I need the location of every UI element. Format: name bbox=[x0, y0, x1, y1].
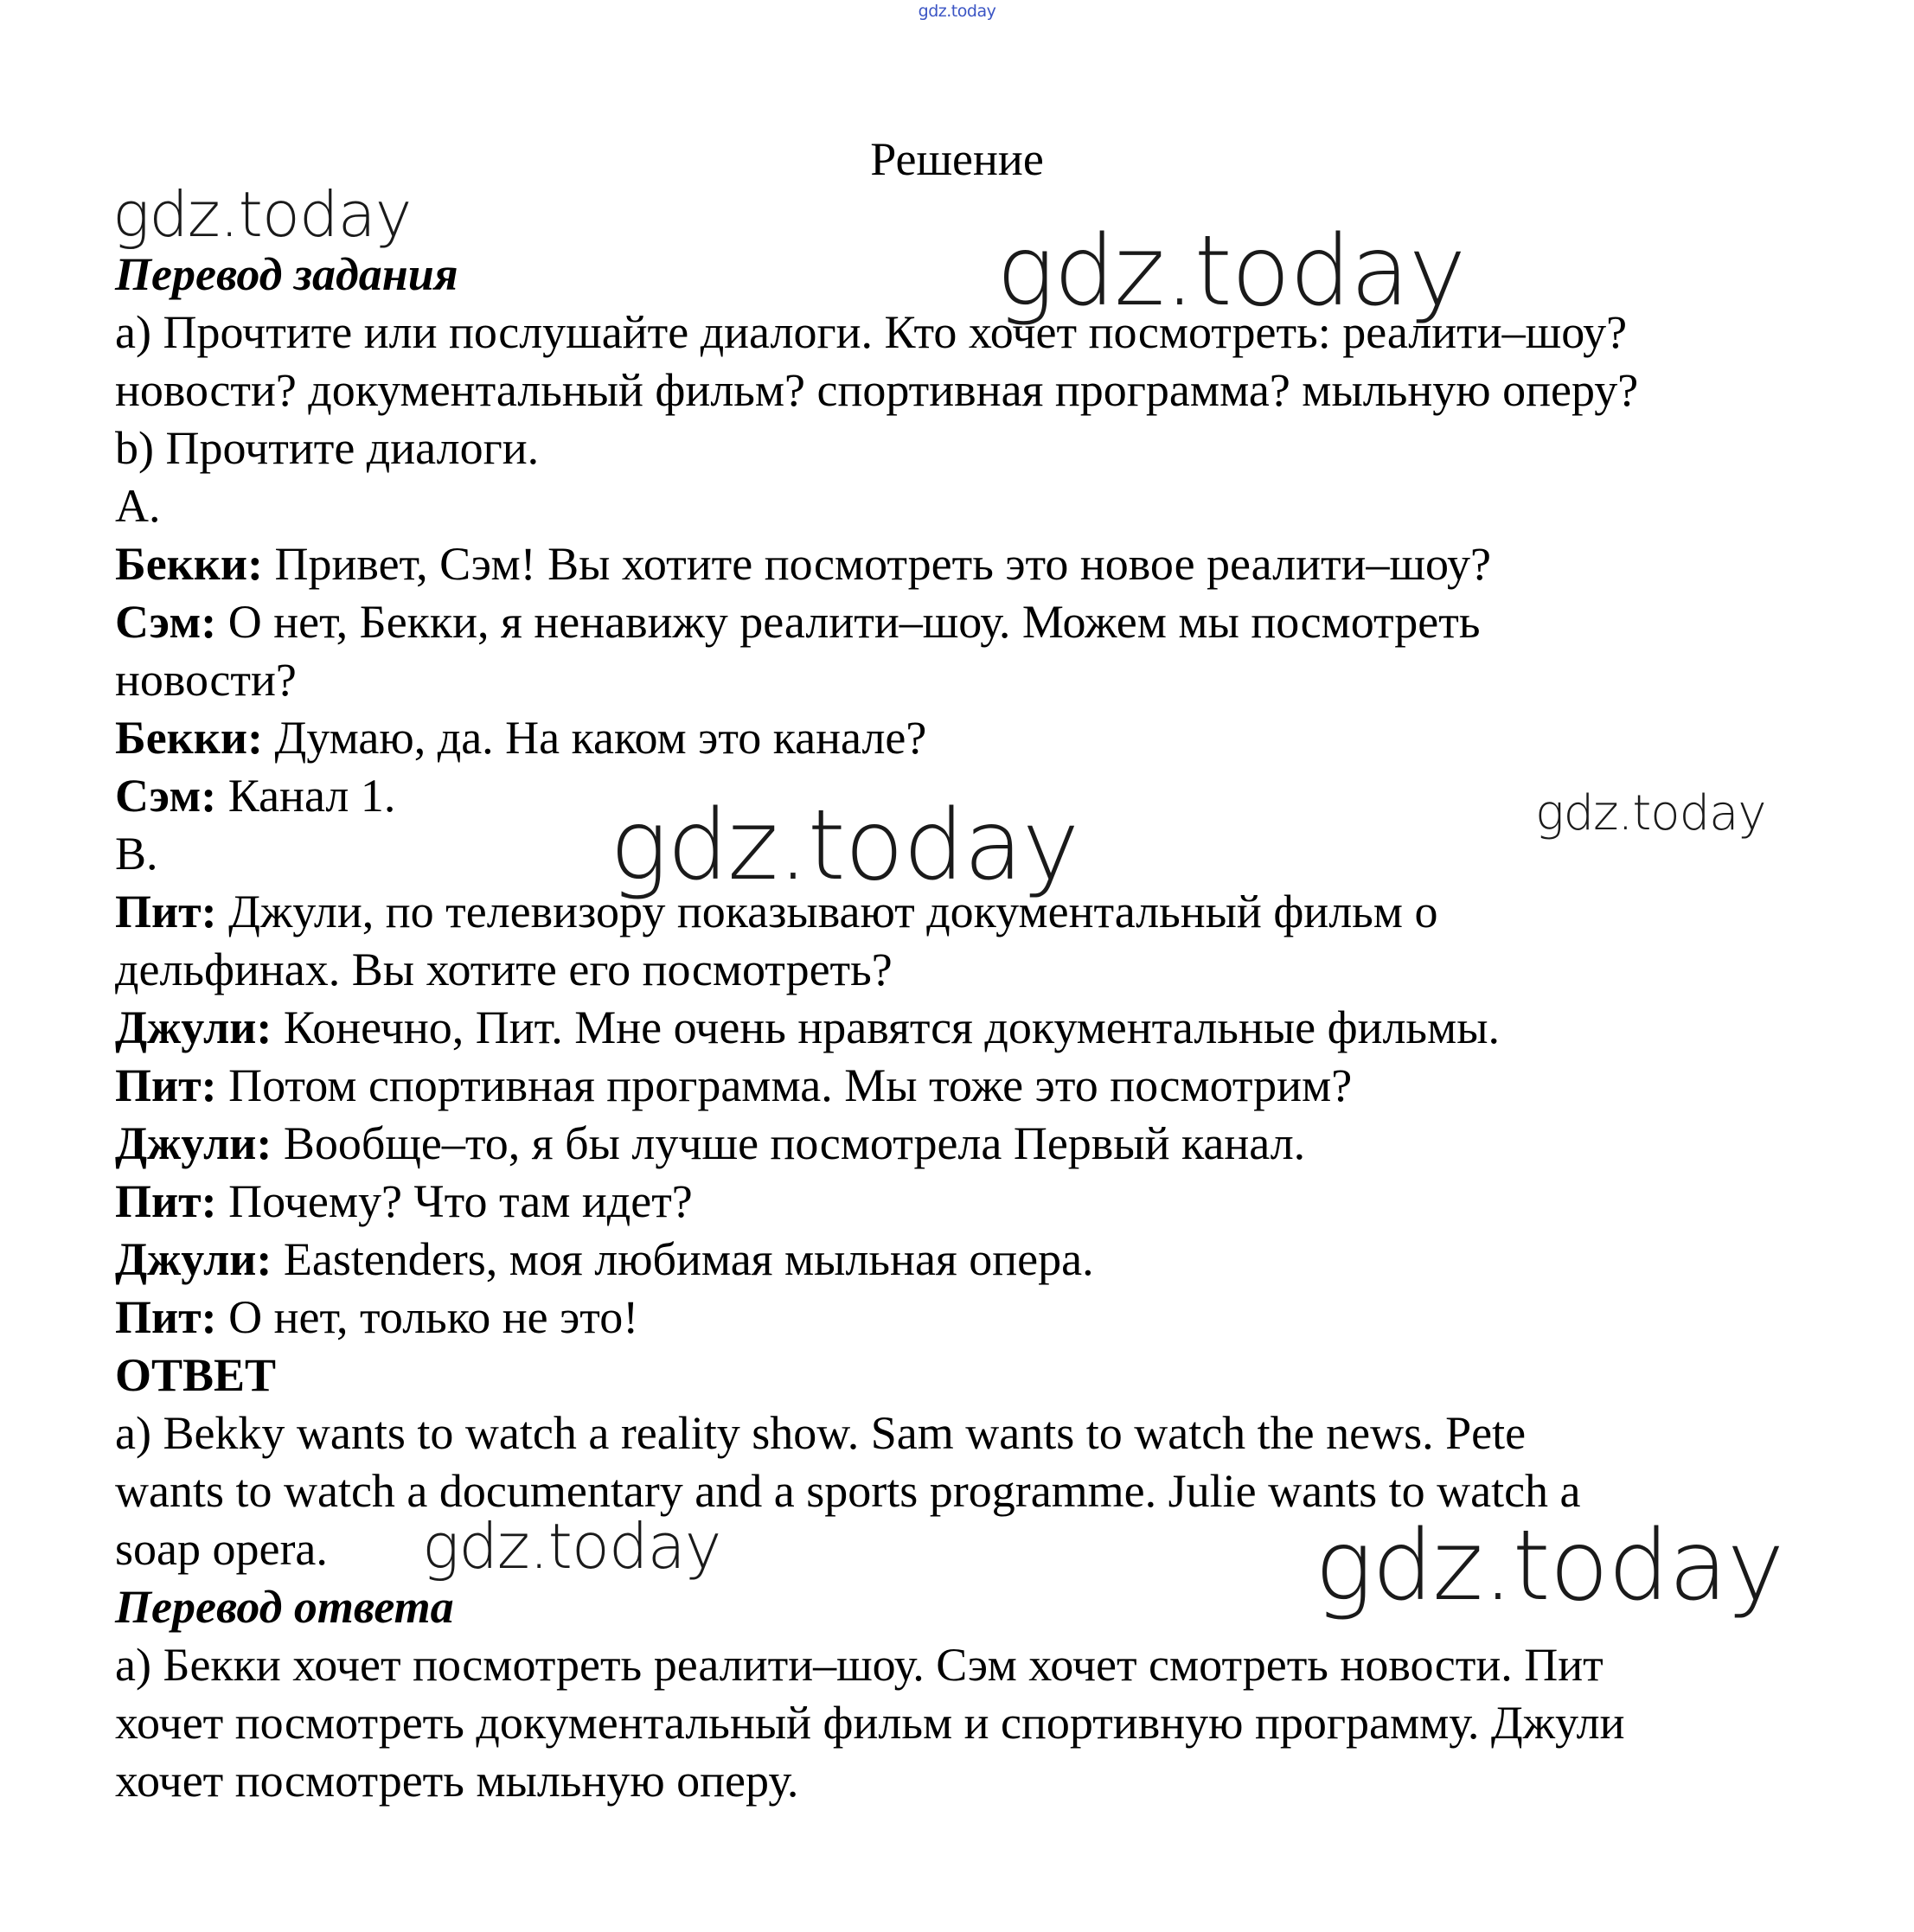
replica-text: Привет, Сэм! Вы хотите посмотреть это новое реалити–шоу? bbox=[263, 538, 1491, 590]
dialogue-line bbox=[115, 1289, 1845, 1347]
watermark: gdz.today bbox=[112, 178, 412, 251]
watermark: gdz.today bbox=[1315, 1510, 1784, 1622]
answer-line-1: a) Bekky wants to watch a reality show. Sam wants to watch the news. Pete bbox=[115, 1407, 1527, 1459]
dialogue-line bbox=[115, 651, 1845, 709]
speaker-name: Джули: bbox=[115, 1001, 272, 1053]
answer-title: ОТВЕТ bbox=[115, 1349, 277, 1401]
dialogue-b-label: B. bbox=[115, 828, 158, 880]
dialogue-line bbox=[115, 709, 1845, 767]
replica-text: О нет, только не это! bbox=[216, 1291, 639, 1343]
task-b-line: b) Прочтите диалоги. bbox=[115, 422, 540, 474]
replica-text: дельфинах. Вы хотите его посмотреть? bbox=[115, 944, 893, 995]
top-watermark: gdz.today bbox=[918, 2, 996, 21]
replica-text: Eastenders, моя любимая мыльная опера. bbox=[272, 1233, 1094, 1285]
replica-text: Почему? Что там идет? bbox=[216, 1175, 693, 1227]
dialogue-line bbox=[115, 1115, 1845, 1173]
answer-translation-line-2: хочет посмотреть документальный фильм и спортивную программу. Джули bbox=[115, 1697, 1625, 1749]
replica-text: О нет, Бекки, я ненавижу реалити–шоу. Можем мы посмотреть bbox=[216, 596, 1481, 648]
speaker-name: Джули: bbox=[115, 1233, 272, 1285]
replica-text: Джули, по телевизору показывают документальный фильм о bbox=[216, 886, 1438, 937]
replica-text: Конечно, Пит. Мне очень нравятся документальные фильмы. bbox=[272, 1001, 1500, 1053]
watermark: gdz.today bbox=[422, 1510, 721, 1583]
task-a-line-1: а) Прочтите или послушайте диалоги. Кто хочет посмотреть: реалити–шоу? bbox=[115, 306, 1628, 358]
speaker-name: Бекки: bbox=[115, 712, 263, 764]
speaker-name: Сэм: bbox=[115, 770, 217, 822]
dialogue-line bbox=[115, 593, 1845, 651]
dialogue-line bbox=[115, 1231, 1845, 1289]
dialogue-line bbox=[115, 1057, 1845, 1115]
task-a-line-2: новости? документальный фильм? спортивная программа? мыльную оперу? bbox=[115, 364, 1639, 416]
replica-text: Думаю, да. На каком это канале? bbox=[263, 712, 927, 764]
speaker-name: Джули: bbox=[115, 1117, 272, 1169]
answer-translation-title: Перевод ответа bbox=[115, 1581, 454, 1633]
answer-line-2: wants to watch a documentary and a sports programme. Julie wants to watch a bbox=[115, 1465, 1581, 1517]
watermark: gdz.today bbox=[610, 790, 1079, 902]
watermark: gdz.today bbox=[1535, 785, 1766, 841]
replica-text: Канал 1. bbox=[216, 770, 396, 822]
dialogue-line bbox=[115, 1173, 1845, 1231]
answer-translation-line-1: а) Бекки хочет посмотреть реалити–шоу. Сэм хочет смотреть новости. Пит bbox=[115, 1639, 1604, 1691]
watermark: gdz.today bbox=[996, 215, 1466, 328]
answer-translation-line-3: хочет посмотреть мыльную оперу. bbox=[115, 1755, 799, 1807]
dialogue-line bbox=[115, 941, 1845, 999]
speaker-name: Бекки: bbox=[115, 538, 263, 590]
speaker-name: Пит: bbox=[115, 1175, 217, 1227]
replica-text: Потом спортивная программа. Мы тоже это посмотрим? bbox=[216, 1059, 1353, 1111]
speaker-name: Сэм: bbox=[115, 596, 217, 648]
dialogue-line bbox=[115, 535, 1845, 593]
speaker-name: Пит: bbox=[115, 1059, 217, 1111]
speaker-name: Пит: bbox=[115, 886, 217, 937]
replica-text: новости? bbox=[115, 654, 297, 706]
page-heading: Решение bbox=[870, 133, 1044, 185]
dialogue-line bbox=[115, 999, 1845, 1057]
dialogue-a-label: A. bbox=[115, 480, 161, 532]
task-title: Перевод задания bbox=[115, 248, 458, 300]
speaker-name: Пит: bbox=[115, 1291, 217, 1343]
answer-line-3: soap opera. bbox=[115, 1523, 328, 1575]
replica-text: Вообще–то, я бы лучше посмотрела Первый канал. bbox=[272, 1117, 1306, 1169]
